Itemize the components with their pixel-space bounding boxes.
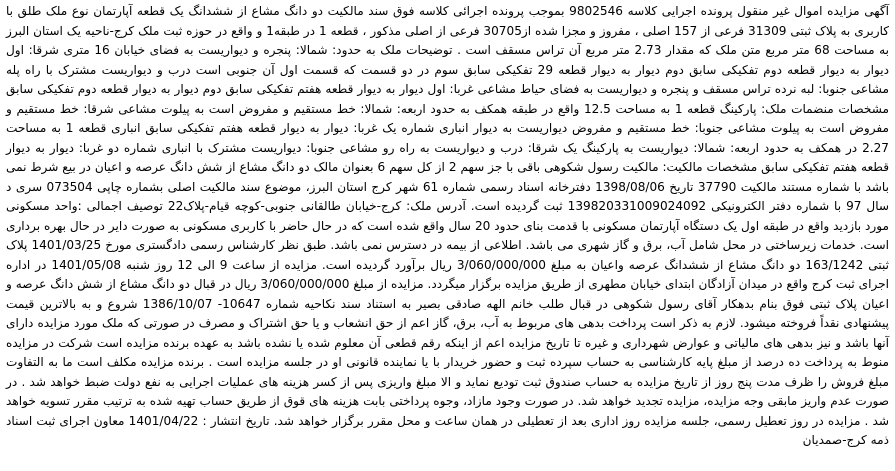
- auction-notice-text: آگهی مزایده اموال غیر منقول پرونده اجرایی کلاسه 9802546 بموجب پرونده اجرائی کلاسه فوق سند مالکیت دو دانگ مشاع از ششدانگ یک قطعه آپارتمان نوع ملک طلق با کاربری به پلاک ثبتی 31309 فرعی از 157 اصلی ، مفروز و مجزا شده از30705 فرعی از اصلی مذکور ، قطعه 1 در طبقه1 و واقع در حوزه ثبت ملک کرج-ناحیه یک استان البرز به مساحت 68 متر مربع متن ملک که مقدار 2.73 متر مربع آن تراس مسقف است . توضیحات ملک به حدود: شمالا: پنجره و دیواریست به فضای خیابان 16 متری شرقا: اول دیوار به دیوار قطعه دوم تفکیکی سابق دوم دیوار به دیوار قطعه 29 تفکیکی سابق سوم در دو قسمت که قسمت اول آن جنوبی است درب و دیواریست مشترک با راه پله مشاعی جنوبا: لبه نرده تراس مسقف و پنجره و دیواریست به فضای حیاط مشاعی غربا: اول دیوار به دیوار قطعه هفتم تفکیکی سابق دوم دیوار به دیوار قطعه دوم تفکیکی سابق مشخصات منضمات ملک: پارکینگ قطعه 1 به مساحت 12.5 واقع در طبقه همکف به حدود اربعه: شمالا: خط مستقیم و مفروض است به پیلوت مشاعی شرقا: خط مستقیم و مفروض است به پیلوت مشاعی جنوبا: خط مستقیم و مفروض دیواریست به دیوار انباری شماره یک غربا: دیوار به دیوار قطعه هفتم تفکیکی سابق انباری قطعه 1 به مساحت 2.27 در همکف به حدود اربعه: شمالا: دیواریست به پارکینگ یک شرقا: درب و دیواریست به راه رو مشاعی جنوبا: دیواریست مشترک با انباری شماره دو غربا: دیوار به دیوار قطعه هفتم تفکیکی سابق مشخصات مالکیت: مالکیت رسول شکوهی باقی با جز سهم 2 از کل سهم 6 بعنوان مالک دو دانگ مشاع از شش دانگ عرصه و اعیان در بیع شرط نمی باشد با شماره مستند مالکیت 37790 تاریخ 1398/08/06 دفترخانه اسناد رسمی شماره 61 شهر کرج استان البرز، موضوع سند مالکیت اصلی بشماره چاپی 073504 سری د سال 97 با شماره دفتر الکترونیکی 139820331009024092 ثبت گردیده است. آدرس ملک: کرج-خیابان طالقانی جنوبی-کوچه قیام-پلاک22 توصیف اجمالی :واحد مسکونی مورد بازدید واقع در طبقه اول یک دستگاه آپارتمان مسکونی با قدمت بنای حدود 20 سال واقع شده است که در حال حاضر با کاربری مسکونی به صورت دایر در حال بهره برداری است. خدمات زیرساختی در محل شامل آب، برق و گاز شهری می باشد. اطلاعی از بیمه در دسترس نمی باشد. طبق نظر کارشناس رسمی دادگستری مورخ 1401/03/25 پلاک ثبتی 163/1242 دو دانگ مشاع از ششدانگ عرصه واعیان به مبلغ 3/060/000/000 ریال برآورد گردیده است. مزایده از ساعت 9 الی 12 روز شنبه 1401/05/08 در اداره اجرای ثبت کرج واقع در میدان آزادگان ابتدای خیابان مطهری از طریق مزایده برگزار میگردد. مزایده از مبلغ 3/060/000/000 ریال در قبال دو دانگ مشاع از شش دانگ عرصه و اعیان پلاک ثبتی فوق بنام بدهکار آقای رسول شکوهی در قبال طلب خانم الهه صادقی بصیر به استناد سند نکاحیه شماره 10647- 1386/10/07 شروع و به بالاترین قیمت پیشنهادی نقداً فروخته میشود. لازم به ذکر است پرداخت بدهی های مربوط به آب، برق، گاز اعم از حق انشعاب و یا حق اشتراک و مصرف در صورتی که ملک مورد مزایده دارای آنها باشد و نیز بدهی های مالیاتی و عوارض شهرداری و غیره تا تاریخ مزایده اعم از اینکه رقم قطعی آن معلوم شده یا نشده باشد به عهده برنده مزایده است شرکت در مزایده منوط به پرداخت ده درصد از مبلغ پایه کارشناسی به حساب سپرده ثبت و حضور خریدار با یا نماینده قانونی او در جلسه مزایده است . برنده مزایده مکلف است ما به التفاوت مبلغ فروش را ظرف مدت پنج روز از تاریخ مزایده به حساب صندوق ثبت تودیع نماید و الا مبلغ واریزی پس از کسر هزینه های عملیات اجرایی به نفع دولت ضبط خواهد شد . در صورت عدم واریز مابقی وجه مزایده، مزایده تجدید خواهد شد. در صورت وجود مازاد، وجوه پرداختی بابت هزینه های قوق از طریق حساب تهیه شده به ترتیب مقرر تسویه خواهد شد . مزایده در روز تعطیل رسمی، جلسه مزایده روز اداری بعد از تعطیلی در همان ساعت و محل مقرر برگزار خواهد شد. تاریخ انتشار : 1401/04/22 معاون اجرای ثبت اسناد ذمه کرج-صمدیان: [6, 4, 890, 447]
